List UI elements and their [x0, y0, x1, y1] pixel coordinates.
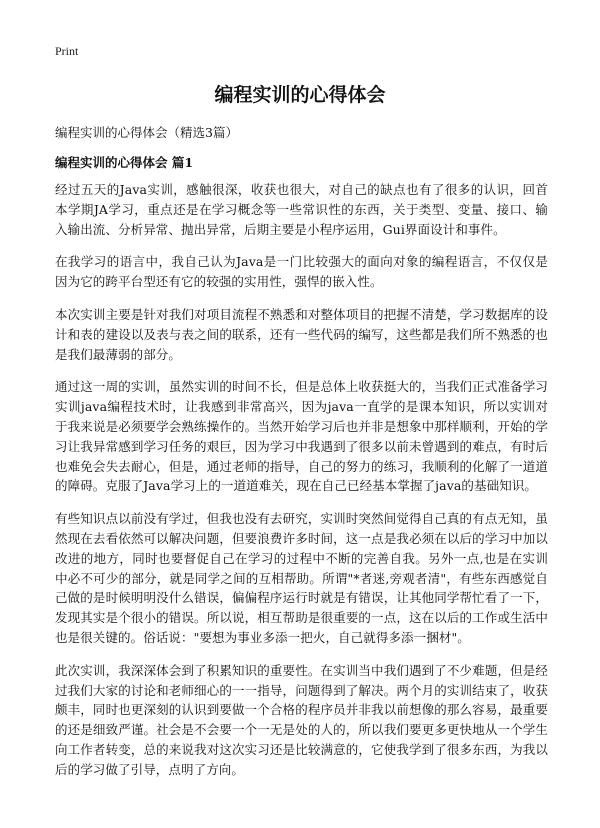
paragraph-4: 通过这一周的实训，虽然实训的时间不长，但是总体上收获挺大的，当我们正式准备学习实训java编程技术时，让我感到非常高兴，因为java一直学的是课本知识，所以实训对于我来说是必须要学会熟练操作的。当然开始学习后也并非是想象中那样顺利，开始的学习让我异常感到学习任务的艰巨，因为学习中我遇到了很多以前未曾遇到的难点，有时后也难免会失去耐心，但是，通过老师的指导，自己的努力的练习，我顺利的化解了一道道的障碍。克服了Java学习上的一道道难关，现在自己已经基本掌握了java的基础知识。: [55, 379, 548, 494]
document-title: 编程实训的心得体会: [214, 84, 386, 106]
print-label[interactable]: Print: [55, 44, 79, 58]
paragraph-1: 经过五天的Java实训，感触很深，收获也很大，对自己的缺点也有了很多的认识，回首本学期JA学习，重点还是在学习概念等一些常识性的东西，关于类型、变量、接口、输入输出流、分析异常、抛出异常，后期主要是小程序运用，Gui界面设计和事件。: [55, 182, 548, 237]
paragraph-3: 本次实训主要是针对我们对项目流程不熟悉和对整体项目的把握不清楚，学习数据库的设计和表的建设以及表与表之间的联系，还有一些代码的编写，这些都是我们所不熟悉的也是我们最薄弱的部分。: [55, 306, 548, 362]
document-subtitle: 编程实训的心得体会（精选3篇）: [55, 125, 238, 140]
paragraph-5: 有些知识点以前没有学过，但我也没有去研究，实训时突然间觉得自己真的有点无知，虽然现在去看依然可以解决问题，但要浪费许多时间，这一点是我必须在以后的学习中加以改进的地方，同时也要督促自己在学习的过程中不断的完善自我。另外一点,也是在实训中必不可少的部分，就是同学之间的互相帮助。所谓"*者迷,旁观者清"，有些东西感觉自己做的是时候明明没什么错误，偏偏程序运行时就是有错误，让其他同学帮忙看了一下，发现其实是个很小的错误。所以说，相互帮助是很重要的一点，这在以后的工作或生活中也是很关键的。俗话说："要想为事业多添一把火，自己就得多添一捆材"。: [55, 511, 548, 645]
section-heading: 编程实训的心得体会 篇1: [55, 155, 194, 170]
body-text: [55, 180, 548, 793]
paragraph-6: 此次实训，我深深体会到了积累知识的重要性。在实训当中我们遇到了不少难题，但是经过我们大家的讨论和老师细心的一一指导，问题得到了解决。两个月的实训结束了，收获颇丰，同时也更深刻的认识到要做一个合格的程序员并非我以前想像的那么容易，最重要的还是细致严谨。社会是不会要一个一无是处的人的，所以我们要更多更快地从一个学生向工作者转变，总的来说我对这次实习还是比较满意的，它使我学到了很多东西，为我以后的学习做了引导，点明了方向。: [55, 662, 548, 777]
paragraph-2: 在我学习的语言中，我自己认为Java是一门比较强大的面向对象的编程语言，不仅仅是因为它的跨平台型还有它的较强的实用性，强悍的嵌入性。: [55, 254, 548, 290]
